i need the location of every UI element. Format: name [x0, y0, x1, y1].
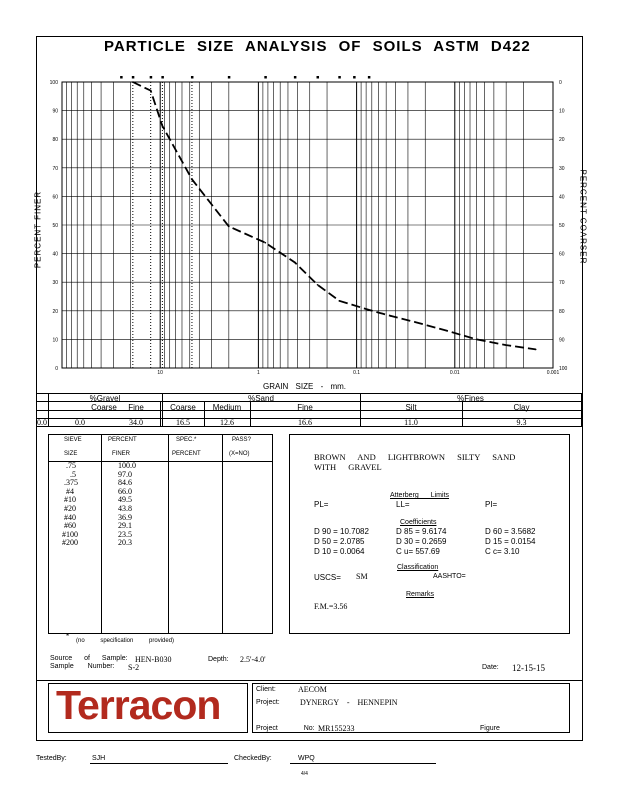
y2-tick-label: 50	[559, 223, 565, 229]
fine-gravel-header: Fine	[128, 403, 144, 412]
sieve-tick-mark	[228, 76, 231, 79]
y-tick-label: 20	[52, 308, 58, 315]
client-value: AECOM	[298, 685, 327, 694]
cc-value: C c= 3.10	[485, 547, 520, 556]
coarse-gravel-value: 0.0	[75, 418, 85, 427]
sieve-size: #200	[62, 538, 78, 548]
sieve-size: .5	[70, 469, 76, 479]
percent-finer: 43.8	[118, 503, 132, 513]
tested-by-value: SJH	[92, 755, 106, 762]
data-point	[339, 300, 341, 302]
sieve-size: #20	[64, 503, 76, 513]
d85-value: D 85 = 9.6174	[396, 527, 447, 536]
coarse-sand-header: Coarse	[170, 403, 196, 412]
fine-gravel-value: 34.0	[129, 418, 143, 427]
fine-sand-value: 16.6	[298, 418, 312, 427]
data-point	[535, 349, 537, 351]
atterberg-title: Atterberg Limits	[390, 492, 450, 499]
data-point	[265, 242, 267, 244]
pi-field: PI=	[485, 500, 498, 509]
spec-col-header-b: PERCENT	[172, 451, 201, 457]
x-tick-label: 10	[157, 370, 163, 376]
y2-tick-label: 70	[559, 280, 565, 287]
clay-value: 9.3	[516, 418, 527, 427]
percent-finer: 36.9	[118, 512, 132, 522]
source-value: HEN-B030	[135, 655, 172, 664]
project-label: Project:	[256, 699, 280, 706]
pl-field: PL=	[314, 500, 329, 509]
data-point	[162, 125, 164, 127]
fineness-modulus: F.M.=3.56	[314, 602, 348, 611]
silt-value: 11.0	[404, 418, 418, 427]
percent-finer: 20.3	[118, 538, 132, 548]
y-tick-label: 70	[52, 165, 58, 172]
sieve-tick-mark	[317, 76, 320, 79]
coarse-sand-value: 16.5	[176, 418, 190, 427]
cu-value: C u= 557.69	[396, 547, 440, 556]
x-tick-label: 0.001	[546, 370, 560, 376]
sample-number-label: Sample Number:	[50, 663, 115, 670]
d60-value: D 60 = 3.5682	[485, 527, 536, 536]
data-point	[390, 315, 392, 317]
tested-by-label: TestedBy:	[36, 755, 67, 762]
ll-field: LL=	[396, 500, 410, 509]
sieve-tick-mark	[191, 76, 194, 79]
y2-tick-label: 10	[559, 108, 565, 115]
y-tick-label: 80	[52, 137, 58, 144]
y2-tick-label: 40	[559, 194, 565, 201]
checked-by-line	[290, 763, 436, 764]
sieve-size: #10	[64, 495, 76, 505]
sieve-tick-mark	[120, 76, 123, 79]
remarks-title: Remarks	[406, 591, 435, 598]
checked-by-label: CheckedBy:	[234, 755, 272, 762]
data-point	[228, 226, 230, 228]
y2-tick-label: 30	[559, 165, 565, 172]
percent-finer: 97.0	[118, 469, 132, 479]
sieve-tick-mark	[338, 76, 341, 79]
sample-number-value: S-2	[128, 663, 140, 672]
depth-label: Depth:	[208, 656, 229, 663]
sieve-size: #4	[66, 486, 74, 496]
y2-tick-label: 80	[559, 308, 565, 315]
y-tick-label: 10	[52, 337, 58, 344]
d50-value: D 50 = 2.0785	[314, 537, 365, 546]
page-number: 4/4	[301, 771, 308, 777]
percent-finer: 29.1	[118, 521, 132, 531]
percent-finer: 66.0	[118, 486, 132, 496]
terracon-logo: Terracon	[56, 682, 221, 728]
data-point	[446, 330, 448, 332]
data-point	[317, 284, 319, 286]
pass-col-header-b: (X=NO)	[229, 451, 250, 457]
soil-description: BROWN AND LIGHTBROWN SILTY SAND WITH GRAVEL	[314, 452, 516, 472]
project-no-label: Project No:	[256, 725, 315, 732]
aashto-label: AASHTO=	[433, 573, 466, 580]
sieve-size: #60	[64, 521, 76, 531]
spec-note: (no specification provided)	[76, 638, 175, 644]
coarse-gravel-header: Coarse	[91, 403, 117, 412]
client-label: Client:	[256, 686, 276, 693]
sieve-tick-mark	[161, 76, 164, 79]
sieve-sizes	[62, 462, 92, 548]
depth-value: 2.5'-4.0'	[240, 655, 266, 664]
d30-value: D 30 = 0.2659	[396, 537, 447, 546]
sieve-tick-mark	[368, 76, 371, 79]
sieve-tick-mark	[294, 76, 297, 79]
sieve-size: .375	[64, 478, 78, 488]
project-value: DYNERGY - HENNEPIN	[300, 698, 398, 707]
y-tick-label: 0	[55, 366, 58, 372]
data-point	[368, 309, 370, 311]
report-title: PARTICLE SIZE ANALYSIS OF SOILS ASTM D422	[104, 38, 531, 55]
medium-sand-value: 12.6	[220, 418, 234, 427]
coefficients-title: Coefficients	[400, 519, 437, 526]
spec-col-header: SPEC.*	[176, 437, 197, 443]
data-point	[505, 344, 507, 346]
y-tick-label: 30	[52, 280, 58, 287]
sieve-tick-mark	[150, 76, 153, 79]
percent-finer: 23.5	[118, 529, 132, 539]
sieve-size: .75	[66, 461, 76, 470]
x-tick-label: 0.1	[353, 370, 361, 376]
percent-finer-values	[118, 462, 136, 548]
x-axis-label: GRAIN SIZE - mm.	[263, 382, 346, 391]
sand-header: %Sand	[248, 394, 274, 403]
data-point	[294, 262, 296, 264]
date-label: Date:	[482, 664, 499, 671]
percent-finer: 84.6	[118, 478, 132, 488]
y2-tick-label: 90	[559, 337, 565, 344]
percent-col-header: PERCENT	[108, 437, 137, 443]
y2-tick-label: 60	[559, 251, 565, 258]
y-tick-label: 90	[52, 108, 58, 115]
source-label: Source of Sample:	[50, 655, 128, 662]
uscs-value: SM	[356, 572, 368, 581]
percent-col-header-b: FINER	[112, 451, 130, 457]
sieve-tick-mark	[132, 76, 135, 79]
figure-label: Figure	[480, 725, 500, 732]
date-value: 12-15-15	[512, 663, 545, 673]
y2-tick-label: 0	[559, 80, 562, 86]
y-tick-label: 60	[52, 194, 58, 201]
classification-title: Classification	[397, 564, 439, 571]
spec-note-star: *	[66, 632, 70, 641]
y-tick-label: 40	[52, 251, 58, 258]
fines-header: %Fines	[457, 394, 484, 403]
medium-sand-header: Medium	[212, 403, 242, 412]
silt-header: Silt	[405, 403, 417, 412]
y-tick-label: 100	[49, 80, 58, 86]
d90-value: D 90 = 10.7082	[314, 527, 369, 536]
sieve-tick-mark	[264, 76, 267, 79]
sieve-col-header-1: SIEVE	[64, 437, 82, 443]
y2-tick-label: 20	[559, 137, 565, 144]
percent-finer: 100.0	[118, 461, 136, 470]
data-point	[150, 90, 152, 92]
project-no-value: MR155233	[318, 724, 355, 733]
sieve-tick-mark	[353, 76, 356, 79]
percent-finer: 49.5	[118, 495, 132, 505]
sieve-col-header-1b: SIZE	[64, 451, 78, 457]
gradation-curve	[133, 82, 536, 349]
fine-sand-header: Fine	[297, 403, 313, 412]
data-point	[132, 81, 134, 83]
x-tick-label: 0.01	[449, 370, 460, 376]
sieve-size: #100	[62, 529, 78, 539]
d10-value: D 10 = 0.0064	[314, 547, 365, 556]
sieve-size: #40	[64, 512, 76, 522]
tested-by-line	[90, 763, 228, 764]
clay-header: Clay	[513, 403, 530, 412]
data-point	[191, 178, 193, 180]
y-tick-label: 50	[52, 223, 58, 229]
checked-by-value: WPQ	[298, 755, 315, 762]
y-axis-label-left: PERCENT FINER	[33, 190, 43, 269]
gravel-header: %Gravel	[89, 394, 121, 403]
d15-value: D 15 = 0.0154	[485, 537, 536, 546]
summary-row-label: 0.0	[37, 418, 47, 427]
uscs-label: USCS=	[314, 573, 341, 582]
y2-tick-label: 100	[559, 366, 568, 372]
pass-col-header: PASS?	[232, 437, 251, 443]
x-tick-label: 1	[257, 370, 260, 376]
y-axis-label-right: PERCENT COARSER	[578, 169, 588, 265]
data-point	[476, 339, 478, 341]
data-point	[415, 321, 417, 323]
